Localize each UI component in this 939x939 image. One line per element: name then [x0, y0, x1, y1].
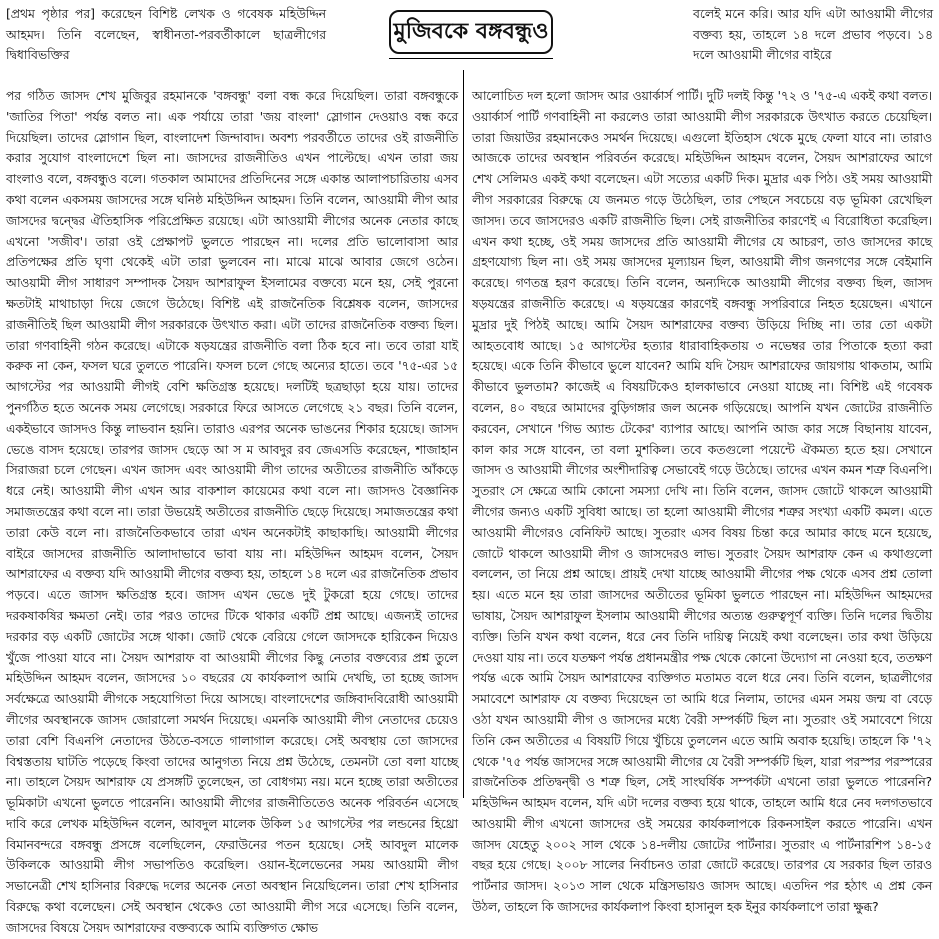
lead-left-text: করেছেন বিশিষ্ট লেখক ও গবেষক মহিউদ্দিন আহমদ। তিনি বলেছেন, স্বাধীনতা-পরবর্তীকালে ছাত্রলীগের দ্বিধাবিভক্তির	[6, 6, 326, 63]
headline-box	[389, 10, 553, 54]
lead-left-paragraph	[6, 4, 326, 66]
right-column	[472, 86, 932, 915]
headline-underline	[389, 58, 553, 59]
lead-right-block	[693, 4, 933, 84]
column-divider	[463, 70, 464, 798]
lead-left-block	[6, 4, 326, 84]
right-column-text: আলোচিত দল হলো জাসদ আর ওয়ার্কার্স পার্টি। দুটি দলই কিন্তু '৭২ ও '৭৫-এ একই কথা বলত। ওয়ার্কার্স পার্টি গণবাহিনী না করলেও তারা আওয়ামী লীগ সরকারকে উৎখাত করতে চেয়েছিল। তারা জিয়াউর রহমানকেও সমর্থন দিয়েছে। এগুলো ইতিহাস থেকে মুছে ফেলা যাবে না। তারাও আজকে তাদের অবস্থান পরিবর্তন করেছে। মহিউদ্দিন আহমদ বলেন, সৈয়দ আশরাফের আগে শেখ সেলিমও একই কথা বলেছেন। এটা সত্যের একটি দিক। মুদ্রার এক পিঠ। ওই সময় আওয়ামী লীগ সরকারের বিরুদ্ধে যে জনমত গড়ে উঠেছিল, তার পেছনে সবচেয়ে বড় ভূমিকা রেখেছিল জাসদ। তবে জাসদেরও একটি রাজনীতি ছিল। সেই রাজনীতির কারণেই এ বিরোধিতা করেছিল। এখন কথা হচ্ছে, ওই সময় জাসদের প্রতি আওয়ামী লীগের যে আচরণ, তাও জাসদের কাছে গ্রহণযোগ্য ছিল না। ওই সময় জাসদের মূল্যায়ন ছিল, আওয়ামী লীগ জনগণের সঙ্গে বেইমানি করেছে। গণতন্ত্র হরণ করেছে। তিনি বলেন, অন্যদিকে আওয়ামী লীগের বক্তব্য ছিল, জাসদ ষড়যন্ত্রের রাজনীতি করেছে। এ ষড়যন্ত্রের কারণেই বঙ্গবন্ধু সপরিবারে নিহত হয়েছেন। এখানে মুদ্রার দুই পিঠই আছে। আমি সৈয়দ আশরাফের বক্তব্য উড়িয়ে দিচ্ছি না। তার তো একটা আহতবোধ আছে। ১৫ আগস্টের হত্যার ধারাবাহিকতায় ৩ নভেম্বর তার পিতাকে হত্যা করা হয়েছে। একে তিনি কীভাবে ভুলে যাবেন? আমি যদি সৈয়দ আশরাফের জায়গায় থাকতাম, আমি কীভাবে ভুলতাম? কাজেই এ বিষয়টিকেও হালকাভাবে নেওয়া যাচ্ছে না। বিশিষ্ট এই গবেষক বলেন, ৪০ বছরে আমাদের বুড়িগঙ্গার জল অনেক গড়িয়েছে। আপনি যখন জোটের রাজনীতি করবেন, সেখানে 'গিভ অ্যান্ড টেকের' ব্যাপার আছে। আপনি আজ কার সঙ্গে বিছানায় যাবেন, কাল কার সঙ্গে যাবেন, তা বলা মুশকিল। তবে কতগুলো পয়েন্টে ঐকমত্য হতে হয়। সেখানে জাসদ ও আওয়ামী লীগের অংশীদারিত্ব সেভাবেই গড়ে উঠেছে। তাদের এখন কমন শত্রু বিএনপি। সুতরাং সে ক্ষেত্রে আমি কোনো সমস্যা দেখি না। তিনি বলেন, জাসদ জোটে থাকলে আওয়ামী লীগের জন্যও একটি সুবিধা আছে। তা হলো আওয়ামী লীগের শত্রুর সংখ্যা একটি কমল। এতে আওয়ামী লীগেরও বেনিফিট আছে। সুতরাং এসব বিষয় চিন্তা করে আমার কাছে মনে হয়েছে, জোটে থাকলে আওয়ামী লীগ ও জাসদেরও লাভ। সুতরাং সৈয়দ আশরাফ কেন এ কথাগুলো বললেন, তা নিয়ে প্রশ্ন আছে। প্রায়ই দেখা যাচ্ছে আওয়ামী লীগের পক্ষ থেকে এসব প্রশ্ন তোলা হয়। এতে মনে হয় তারা জাসদের অতীতের ভূমিকা ভুলতে পারছেন না। মহিউদ্দিন আহমদের ভাষায়, সৈয়দ আশরাফুল ইসলাম আওয়ামী লীগের অত্যন্ত গুরুত্বপূর্ণ ব্যক্তি। তিনি দলের দ্বিতীয় ব্যক্তি। তিনি যখন কথা বলেন, ধরে নেব তিনি দায়িত্ব নিয়েই কথা বলেছেন। তার কথা উড়িয়ে দেওয়া যায় না। তবে যতক্ষণ পর্যন্ত প্রধানমন্ত্রীর পক্ষ থেকে কোনো উদ্যোগ না নেওয়া হবে, ততক্ষণ পর্যন্ত একে আমি সৈয়দ আশরাফের ব্যক্তিগত মতামত বলে ধরে নেব। তিনি বলেন, ছাত্রলীগের সমাবেশে আশরাফ যে বক্তব্য দিয়েছেন তা আমি ধরে নিলাম, তাদের এমন সময় জন্ম বা বেড়ে ওঠা যখন আওয়ামী লীগ ও জাসদের মধ্যে বৈরী সম্পর্কটি ছিল না। সুতরাং ওই সমাবেশে গিয়ে তিনি কেন অতীতের এ বিষয়টি গিয়ে খুঁচিয়ে তুললেন এতে আমি অবাক হয়েছি। তাহলে কি '৭২ থেকে '৭৫ পর্যন্ত জাসদের সঙ্গে আওয়ামী লীগের যে বৈরী সম্পর্কটি ছিল, যারা পরস্পর পরস্পরের রাজনৈতিক প্রতিদ্বন্দ্বী ও শত্রু ছিল, সেই সাংঘর্ষিক সম্পর্কটা এখনো তারা ভুলতে পারেননি? মহিউদ্দিন আহমদ বলেন, যদি এটা দলের বক্তব্য হয়ে থাকে, তাহলে আমি ধরে নেব দলগতভাবে আওয়ামী লীগ এখনো জাসদের ওই সময়ের কার্যকলাপকে রিকনসাইল করতে পারেনি। এখন জাসদ যেহেতু ২০০২ সাল থেকে ১৪-দলীয় জোটের পার্টনার। সুতরাং এ পার্টনারশিপ ১৪-১৫ বছর হয়ে গেছে। ২০০৮ সালের নির্বাচনও তারা জোটে করেছে। তারপর যে সরকার ছিল তারও পার্টনার জাসদ। ২০১৩ সাল থেকে মন্ত্রিসভায়ও জাসদ আছে। এতদিন পর হঠাৎ এ প্রশ্ন কেন উঠল, তাহলে কি জাসদের কার্যকলাপ কিংবা হাসানুল হক ইনুর কার্যকলাপে তারা ক্ষুব্ধ?	[472, 89, 932, 915]
headline: মুজিবকে বঙ্গবন্ধুও	[393, 17, 549, 44]
left-column	[6, 86, 458, 935]
continued-from-label: [প্রথম পৃষ্ঠার পর]	[6, 6, 95, 21]
lead-right-text: বলেই মনে করি। আর যদি এটা আওয়ামী লীগের বক্তব্য হয়, তাহলে ১৪ দলে প্রভাব পড়বে। ১৪ দলে আওয়ামী লীগের বাইরে	[693, 6, 933, 63]
left-column-text: পর গঠিত জাসদ শেখ মুজিবুর রহমানকে 'বঙ্গবন্ধু' বলা বন্ধ করে দিয়েছিল। তারা বঙ্গবন্ধুকে 'জাতির পিতা' পর্যন্ত বলত না। এক পর্যায়ে তারা 'জয় বাংলা' স্লোগান দেওয়াও বন্ধ করে দিয়েছিল। তাদের স্লোগান ছিল, বাংলাদেশ জিন্দাবাদ। অবশ্য পরবর্তীতে তাদের ওই রাজনীতি করার সুযোগ বাংলাদেশে ছিল না। জাসদের রাজনীতিও এখন পাল্টেছে। এখন তারা জয় বাংলাও বলে, বঙ্গবন্ধুও বলে। গতকাল আমাদের প্রতিদিনের সঙ্গে একান্ত আলাপচারিতায় এসব কথা বলেন একসময় জাসদের সঙ্গে ঘনিষ্ঠ মহিউদ্দিন আহমদ। তিনি বলেন, আওয়ামী লীগ আর জাসদের দ্বন্দ্বের ঐতিহাসিক পরিপ্রেক্ষিত রয়েছে। এটা আওয়ামী লীগের অনেক নেতার কাছে এখনো 'সজীব'। তারা ওই প্রেক্ষাপট ভুলতে পারছেন না। দলের প্রতি ভালোবাসা আর প্রতিপক্ষের প্রতি ঘৃণা থেকেই এটা তারা ভুলবেন না। মাঝে মাঝে আবার জেগে ওঠেন। আওয়ামী লীগ সাধারণ সম্পাদক সৈয়দ আশরাফুল ইসলামের বক্তব্যে মনে হয়, সেই পুরনো ক্ষতটাই মাথাচাড়া দিয়ে জেগে উঠেছে। বিশিষ্ট এই রাজনৈতিক বিশ্লেষক বলেন, জাসদের রাজনীতিই ছিল আওয়ামী লীগ সরকারকে উৎখাত করা। এটা তাদের রাজনৈতিক বক্তব্য ছিল। তারা গণবাহিনী গঠন করেছে। এটাকে ষড়যন্ত্রের রাজনীতি বলা ঠিক হবে না। তবে তারা যাই করুক না কেন, ফসল ঘরে তুলতে পারেনি। ফসল চলে গেছে অন্যের হাতে। তবে '৭৫-এর ১৫ আগস্টের পর আওয়ামী লীগই বেশি ক্ষতিগ্রস্ত হয়েছে। দলটিই ছত্রছাড়া হয়ে যায়। তাদের পুনর্গঠিত হতে অনেক সময় লেগেছে। সরকারে ফিরে আসতে লেগেছে ২১ বছর। তিনি বলেন, একইভাবে জাসদও কিন্তু লাভবান হয়নি। তারাও এরপর অনেক ভাঙনের শিকার হয়েছে। জাসদ ভেঙে বাসদ হয়েছে। তারপর জাসদ ছেড়ে আ স ম আবদুর রব জেএসডি করেছেন, শাজাহান সিরাজরা চলে গেছেন। এখন জাসদ এবং আওয়ামী লীগ তাদের অতীতের রাজনীতি আঁকড়ে ধরে নেই। আওয়ামী লীগ এখন আর বাকশাল কায়েমের কথা বলে না। জাসদও বৈজ্ঞানিক সমাজতন্ত্রের কথা বলে না। তারা উভয়েই অতীতের রাজনীতি ছেড়ে দিয়েছে। সমাজতন্ত্রের কথা তারা কেউ বলে না। রাজনৈতিকভাবে তারা এখন অনেকটাই কাছাকাছি। আওয়ামী লীগের বাইরে জাসদের রাজনীতি আলাদাভাবে ভাবা যায় না। মহিউদ্দিন আহমদ বলেন, সৈয়দ আশরাফের এ বক্তব্য যদি আওয়ামী লীগের বক্তব্য হয়, তাহলে ১৪ দলে এর রাজনৈতিক প্রভাব পড়বে। এতে জাসদ ক্ষতিগ্রস্ত হবে। জাসদ এখন ভেঙে দুই টুকরো হয়ে গেছে। তাদের দরকষাকষির ক্ষমতা নেই। তার পরও তাদের টিকে থাকার একটি প্রশ্ন আছে। এজন্যই তাদের দরকার বড় একটি জোটের সঙ্গে থাকা। জোট থেকে বেরিয়ে গেলে জাসদকে হারিকেন দিয়েও খুঁজে পাওয়া যাবে না। সৈয়দ আশরাফ বা আওয়ামী লীগের কিছু নেতার বক্তব্যের প্রশ্ন তুলে মহিউদ্দিন আহমদ বলেন, জাসদের ১০ বছরের যে কার্যকলাপ আমি দেখছি, তা হচ্ছে জাসদ সর্বক্ষেত্রে আওয়ামী লীগকে সহযোগিতা দিয়ে আসছে। বাংলাদেশের জঙ্গিবাদবিরোধী আওয়ামী লীগের অবস্থানকে জাসদ জোরালো সমর্থন দিয়েছে। এমনকি আওয়ামী লীগ নেতাদের চেয়েও তারা বেশি বিএনপি নেতাদের উঠতে-বসতে গালাগাল করেছে। সেই অবস্থায় তো জাসদের বিশ্বস্ততায় ঘাটতি পড়েছে কিংবা তাদের আনুগত্য নিয়ে প্রশ্ন উঠেছে, তেমনটা তো বলা যাচ্ছে না। তাহলে সৈয়দ আশরাফ যে প্রসঙ্গটি তুলেছেন, তা বোধগম্য নয়। মনে হচ্ছে তারা অতীতের ভূমিকাটা এখনো ভুলতে পারেননি। আওয়ামী লীগের রাজনীতিতেও অনেক পরিবর্তন এসেছে দাবি করে লেখক মহিউদ্দিন বলেন, আবদুল মালেক উকিল ১৫ আগস্টের পর লন্ডনের হিথ্রো বিমানবন্দরে বঙ্গবন্ধু প্রসঙ্গে বলেছিলেন, ফেরাউনের পতন হয়েছে। সেই আবদুল মালেক উকিলকে আওয়ামী লীগ সভাপতিও করেছিল। ওয়ান-ইলেভেনের সময় আওয়ামী লীগ সভানেত্রী শেখ হাসিনার বিরুদ্ধে দলের অনেক নেতা অবস্থান নিয়েছিলেন। তারা শেখ হাসিনার বিরুদ্ধে কথা বলেছেন। সেই অবস্থান থেকেও তো আওয়ামী লীগ সরে এসেছে। তিনি বলেন, জাসদের বিষয়ে সৈয়দ আশরাফের বক্তব্যকে আমি ব্যক্তিগত ক্ষোভ	[6, 89, 458, 935]
